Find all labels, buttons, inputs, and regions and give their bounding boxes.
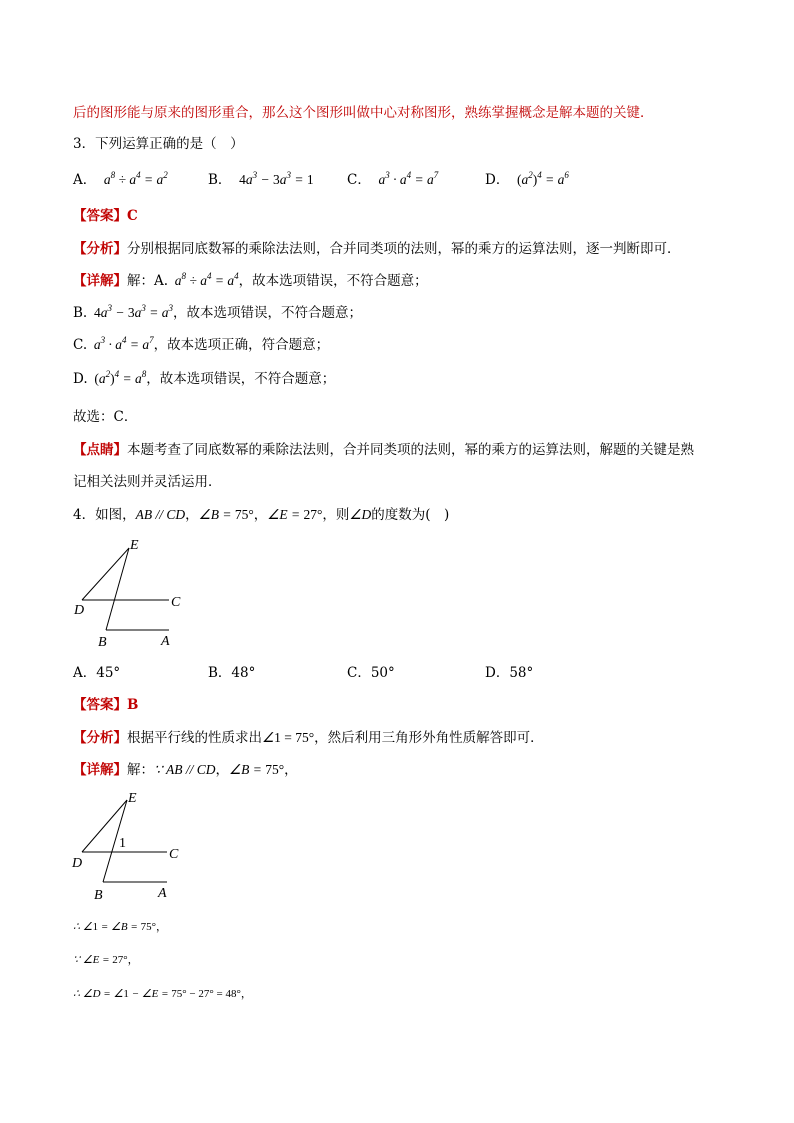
label-b: B (94, 888, 103, 902)
q3-comment-2: 记相关法则并灵活运用． (73, 474, 222, 490)
detail-tag: 【详解】 (73, 762, 127, 778)
stem-prefix: 4．如图， (73, 507, 136, 523)
answer-value: C (127, 208, 138, 224)
stem-suffix: ，则 (322, 507, 350, 523)
q4-option-c: C．50° (347, 665, 395, 681)
q3-option-d (485, 171, 569, 189)
formula: $(a^2)^4 = a^8$ (87, 369, 147, 386)
label-e: E (128, 791, 137, 806)
answer-value: B (127, 697, 139, 713)
option-label: B． (208, 172, 232, 188)
formula: $4a^3 - 3a^3 = a^3$ (87, 303, 173, 320)
step-formula: ∴ ∠1 = ∠B = 75°， (73, 921, 167, 933)
q4-step-1 (73, 918, 167, 936)
detail-prefix: D. (73, 371, 88, 387)
q3-detail-c (73, 336, 329, 354)
detail-formula: ∵ AB // CD，∠B = 75°， (154, 762, 298, 777)
option-label: D． (485, 172, 510, 188)
q4-detail (73, 761, 298, 779)
detail-suffix: ，故本选项错误，不符合题意； (146, 371, 336, 387)
detail-suffix: ，故本选项错误，不符合题意； (172, 305, 362, 321)
q3-option-c (347, 171, 438, 189)
analysis-tag: 【分析】 (73, 241, 127, 257)
q4-option-a: A．45° (73, 665, 121, 681)
answer-tag: 【答案】 (73, 697, 127, 713)
detail-suffix: ，故本选项正确，符合题意； (153, 337, 330, 353)
step-formula: ∵ ∠E = 27°， (73, 954, 139, 966)
detail-tag: 【详解】 (73, 273, 127, 289)
q4-step-2 (73, 951, 139, 969)
stem-formula: AB // CD，∠B = 75°，∠E = 27° (135, 507, 323, 522)
q4-solution-figure (70, 790, 190, 902)
comment-tag: 【点睛】 (73, 442, 127, 458)
q3-detail-d (73, 370, 335, 388)
q3-choose: 故选：C． (73, 409, 138, 425)
label-b: B (98, 635, 107, 650)
label-c: C (169, 847, 179, 862)
formula: $4a^3 - 3a^3 = 1$ (235, 170, 314, 187)
analysis-tag: 【分析】 (73, 730, 127, 746)
q3-stem: 3．下列运算正确的是（ ） (73, 136, 244, 152)
q3-analysis (73, 240, 681, 258)
option-label: C． (347, 172, 371, 188)
analysis-prefix: 根据平行线的性质求出 (127, 730, 262, 746)
q4-step-3 (73, 985, 252, 1003)
q3-option-a (73, 171, 168, 189)
analysis-text: 分别根据同底数幂的乘除法法则，合并同类项的法则，幂的乘方的运算法则，逐一判断即可． (127, 241, 681, 257)
formula: $a^8 \div a^4 = a^2$ (100, 170, 168, 187)
q4-stem (73, 506, 449, 524)
comment-text: 本题考查了同底数幂的乘除法法则，合并同类项的法则，幂的乘方的运算法则，解题的关键是熟 (127, 442, 694, 458)
option-label: A． (73, 172, 97, 188)
detail-prefix: 解：A. (127, 273, 169, 289)
label-a: A (161, 634, 170, 649)
label-one: 1 (119, 836, 126, 851)
analysis-suffix: ，然后利用三角形外角性质解答即可． (314, 730, 544, 746)
detail-suffix: ，故本选项错误，不符合题意； (238, 273, 428, 289)
q3-answer (73, 207, 138, 225)
label-d: D (74, 603, 85, 618)
detail-prefix: B. (73, 305, 88, 321)
q3-detail-b (73, 304, 362, 322)
detail-prefix: 解： (127, 762, 154, 778)
stem-angle: ∠D (349, 507, 372, 522)
formula: $a^3 \cdot a^4 = a^7$ (87, 335, 154, 352)
q3-detail-a (73, 272, 428, 290)
q3-comment-1 (73, 441, 694, 459)
label-a: A (158, 886, 167, 901)
q4-option-b: B．48° (208, 665, 256, 681)
label-e: E (130, 538, 139, 553)
q3-option-b (208, 171, 314, 189)
analysis-formula: ∠1 = 75° (262, 730, 315, 745)
intro-line: 后的图形能与原来的图形重合，那么这个图形叫做中心对称图形，熟练掌握概念是解本题的关键． (73, 105, 654, 121)
q4-analysis (73, 729, 544, 747)
answer-tag: 【答案】 (73, 208, 127, 224)
q4-answer (73, 696, 138, 714)
stem-end: 的度数为( ) (371, 507, 450, 523)
label-d: D (72, 856, 83, 871)
step-formula: ∴ ∠D = ∠1 − ∠E = 75° − 27° = 48°， (73, 988, 252, 1000)
q4-option-d: D．58° (485, 665, 534, 681)
formula: $(a^2)^4 = a^6$ (517, 170, 569, 187)
label-c: C (171, 595, 181, 610)
detail-prefix: C. (73, 337, 88, 353)
formula: $a^8 \div a^4 = a^4$ (168, 271, 239, 288)
formula: $a^3 \cdot a^4 = a^7$ (375, 170, 439, 187)
q4-figure (72, 538, 192, 653)
